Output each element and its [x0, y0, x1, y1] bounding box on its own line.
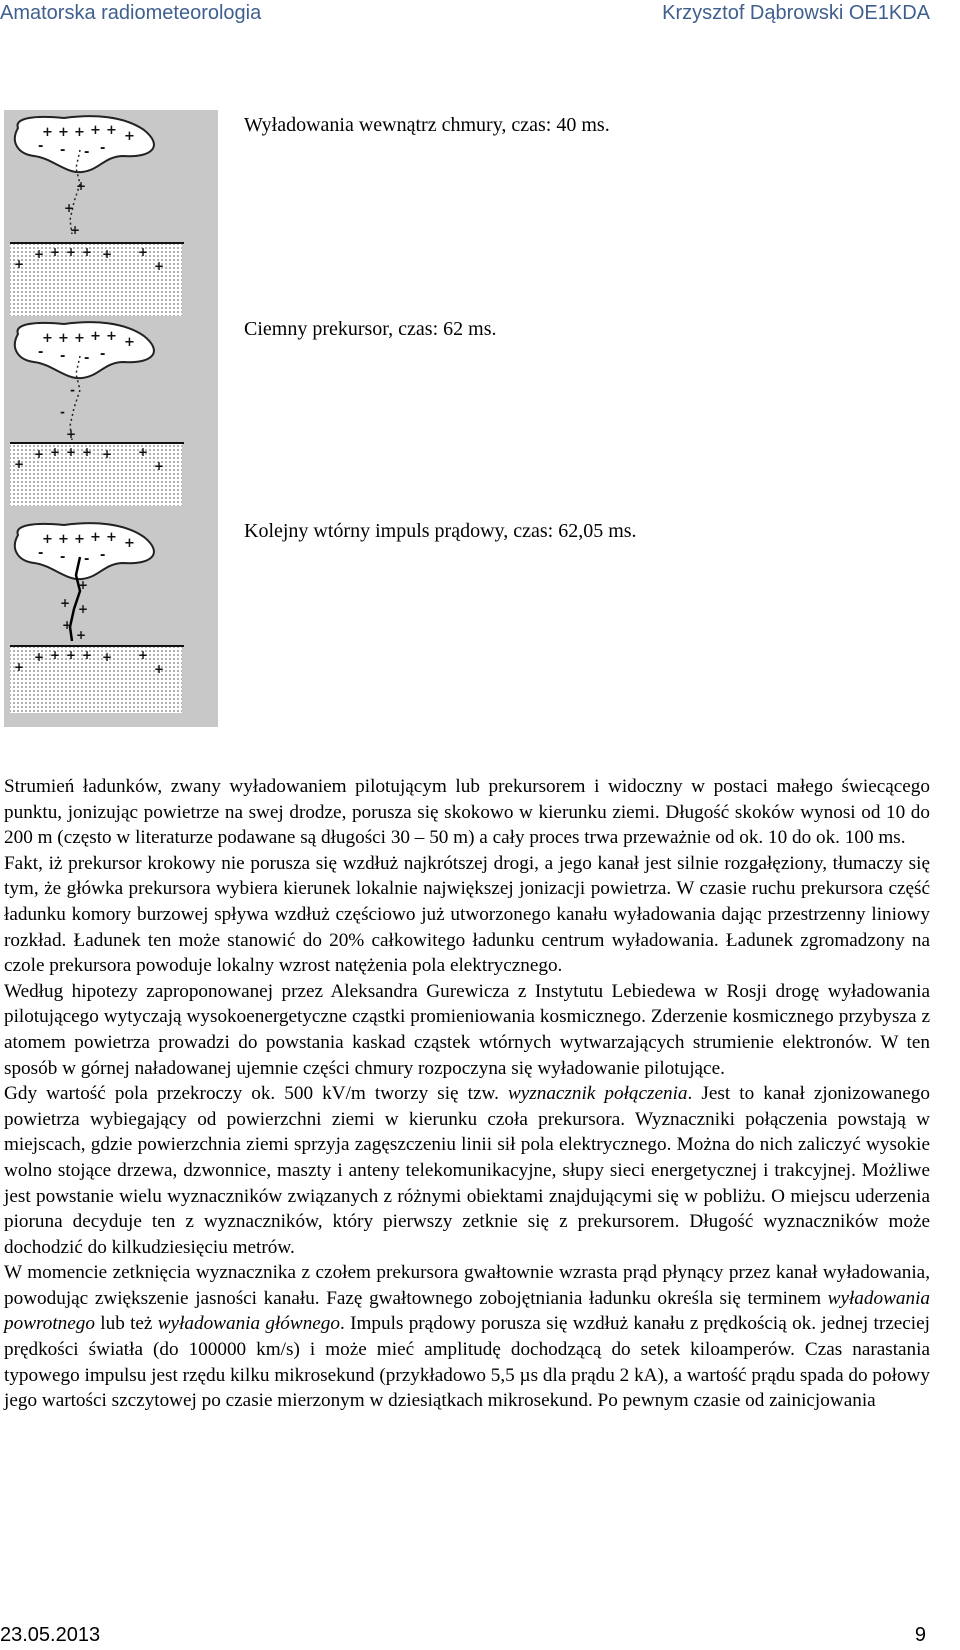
svg-text:+: + [74, 125, 85, 140]
svg-text:+: + [138, 445, 149, 459]
svg-text:+: + [74, 331, 85, 346]
svg-text:+: + [42, 125, 53, 140]
svg-text:+: + [66, 427, 77, 441]
italic-term: wyładowania głównego [157, 1313, 340, 1335]
svg-text:+: + [78, 578, 89, 592]
svg-text:+: + [90, 530, 101, 545]
svg-text:-: - [100, 141, 106, 156]
svg-text:+: + [66, 445, 77, 459]
svg-text:+: + [124, 129, 135, 144]
body-text [4, 774, 930, 1414]
svg-text:+: + [58, 532, 69, 547]
svg-text:+: + [62, 618, 73, 632]
svg-text:+: + [154, 662, 165, 676]
svg-text:+: + [42, 331, 53, 346]
svg-text:+: + [82, 245, 93, 259]
svg-text:-: - [60, 143, 66, 158]
svg-text:+: + [34, 650, 45, 664]
svg-text:+: + [82, 445, 93, 459]
text-run: Strumień ładunków, zwany wyładowaniem pilotującym lub prekursorem i widoczny w postaci małego świecącego punktu, jonizując powietrze na swej drodze, porusza się skokowo w kierunku ziemi. Długość skoków wynosi od 10 do 200 m (często w literaturze podawane są długości 30 – 50 m) a cały proces trwa przeważnie od ok. 10 do ok. 100 ms. [4, 776, 930, 849]
page-number: 9 [914, 1624, 926, 1646]
text-run: lub też [94, 1313, 158, 1335]
figure-2-caption: Ciemny prekursor, czas: 62 ms. [244, 318, 497, 340]
paragraph [4, 851, 930, 979]
svg-text:+: + [76, 628, 87, 642]
svg-text:+: + [106, 530, 117, 545]
svg-text:+: + [154, 259, 165, 273]
svg-text:+: + [58, 125, 69, 140]
svg-text:+: + [102, 247, 113, 261]
svg-text:+: + [154, 459, 165, 473]
svg-text:+: + [74, 532, 85, 547]
svg-text:+: + [50, 245, 61, 259]
svg-text:+: + [64, 201, 75, 215]
svg-text:+: + [102, 650, 113, 664]
italic-term: wyładowania powrotnego [4, 1287, 930, 1335]
text-run: Gdy wartość pola przekroczy ok. 500 kV/m tworzy się tzw. [4, 1083, 508, 1105]
svg-text:-: - [84, 145, 90, 160]
svg-text:+: + [138, 245, 149, 259]
svg-text:-: - [84, 552, 90, 567]
svg-text:-: - [100, 347, 106, 362]
svg-text:+: + [58, 331, 69, 346]
svg-text:+: + [34, 247, 45, 261]
svg-text:-: - [38, 546, 44, 561]
text-run: Fakt, iż prekursor krokowy nie porusza się wzdłuż najkrótszej drogi, a jego kanał jest silnie rozgałęziony, tłumaczy się tym, że główka prekursora wybiera kierunek lokalnie największej jonizacji powietrza. W czasie ruchu prekursora część ładunku komory burzowej spływa wzdłuż częściowo już utworzonego kanału wyładowania dając przestrzenny liniowy rozkład. Ładunek ten może stanowić do 20% całkowitego ładunku centrum wyładowania. Ładunek zgromadzony na czole prekursora powoduje lokalny wzrost natężenia pola elektrycznego. [4, 852, 930, 977]
svg-text:-: - [38, 139, 44, 154]
svg-text:+: + [78, 602, 89, 616]
lightning-figure-2 [4, 316, 218, 526]
svg-text:+: + [66, 648, 77, 662]
svg-text:-: - [60, 550, 66, 565]
svg-text:-: - [38, 345, 44, 360]
svg-text:+: + [70, 223, 81, 237]
svg-text:+: + [60, 596, 71, 610]
svg-text:+: + [90, 329, 101, 344]
figure-3-caption: Kolejny wtórny impuls prądowy, czas: 62,05 ms. [244, 520, 637, 542]
svg-text:+: + [90, 123, 101, 138]
svg-text:+: + [14, 457, 25, 471]
svg-text:+: + [102, 447, 113, 461]
footer-date: 23.05.2013 [0, 1624, 101, 1646]
paragraph [4, 1081, 930, 1260]
svg-text:-: - [70, 383, 75, 397]
svg-text:+: + [124, 335, 135, 350]
svg-text:+: + [34, 447, 45, 461]
text-run: . Impuls prądowy porusza się wzdłuż kanału z prędkością ok. jednej trzeciej prędkości światła (do 100000 km/s) i może mieć amplitudę dochodzącą do setek kiloamperów. Czas narastania typowego impulsu jest rzędu kilku mikrosekund (przykładowo 5,5 µs dla prądu 2 kA), a wartość prądu spada do połowy jego wartości szczytowej po czasie mierzonym w dziesiątkach mikrosekund. Po pewnym czasie od zainicjowania [4, 1313, 930, 1412]
text-run: Według hipotezy zaproponowanej przez Aleksandra Gurewicza z Instytutu Lebiedewa w Rosji drogę wyładowania pilotującego wytyczają wysokoenergetyczne cząstki promieniowania kosmicznego. Zderzenie kosmicznego przybysza z atomem powietrza prowadzi do powstania kaskad cząstek wtórnych wytwarzających strumienie elektronów. W ten sposób w górnej naładowanej ujemnie części chmury rozpoczyna się wyładowanie pilotujące. [4, 980, 930, 1079]
figure-1-caption: Wyładowania wewnątrz chmury, czas: 40 ms. [244, 114, 610, 136]
text-run: W momencie zetknięcia wyznacznika z czołem prekursora gwałtownie wzrasta prąd płynący przez kanał wyładowania, powodując zwiększenie jasności kanału. Fazę gwałtownego zobojętniania ładunku określa się terminem [4, 1262, 930, 1309]
paragraph [4, 1260, 930, 1414]
lightning-figure-1 [4, 110, 218, 320]
svg-text:+: + [124, 536, 135, 551]
svg-text:+: + [42, 532, 53, 547]
svg-text:+: + [14, 660, 25, 674]
svg-text:-: - [84, 351, 90, 366]
paragraph [4, 774, 930, 851]
svg-text:+: + [14, 257, 25, 271]
svg-text:-: - [60, 405, 65, 419]
svg-text:+: + [50, 445, 61, 459]
text-run: . Jest to kanał zjonizowanego powietrza wybiegający od powierzchni ziemi w kierunku czoła prekursora. Wyznaczniki połączenia powstają w miejscach, gdzie powierzchnia ziemi sprzyja zagęszczeniu linii sił pola elektrycznego. Można do nich zaliczyć wysokie wolno stojące drzewa, dzwonnice, maszty i anteny telekomunikacyjne, słupy sieci energetycznej i trakcyjnej. Możliwe jest powstanie wielu wyznaczników związanych z różnymi obiektami znajdującymi się w pobliżu. O miejscu uderzenia pioruna decyduje ten z wyznaczników, który pierwszy zetknie się z prekursorem. Długość wyznaczników może dochodzić do kilkudziesięciu metrów. [4, 1083, 930, 1258]
svg-text:+: + [76, 179, 87, 193]
svg-text:-: - [60, 349, 66, 364]
lightning-figure-3 [4, 517, 218, 727]
header-author: Krzysztof Dąbrowski OE1KDA [662, 2, 930, 24]
svg-text:+: + [66, 245, 77, 259]
svg-text:+: + [50, 648, 61, 662]
svg-text:+: + [106, 123, 117, 138]
italic-term: wyznacznik połączenia [507, 1083, 688, 1105]
svg-text:+: + [106, 329, 117, 344]
svg-text:+: + [82, 648, 93, 662]
paragraph [4, 979, 930, 1081]
svg-text:-: - [100, 548, 106, 563]
header-title: Amatorska radiometeorologia [0, 2, 262, 24]
svg-text:+: + [138, 648, 149, 662]
